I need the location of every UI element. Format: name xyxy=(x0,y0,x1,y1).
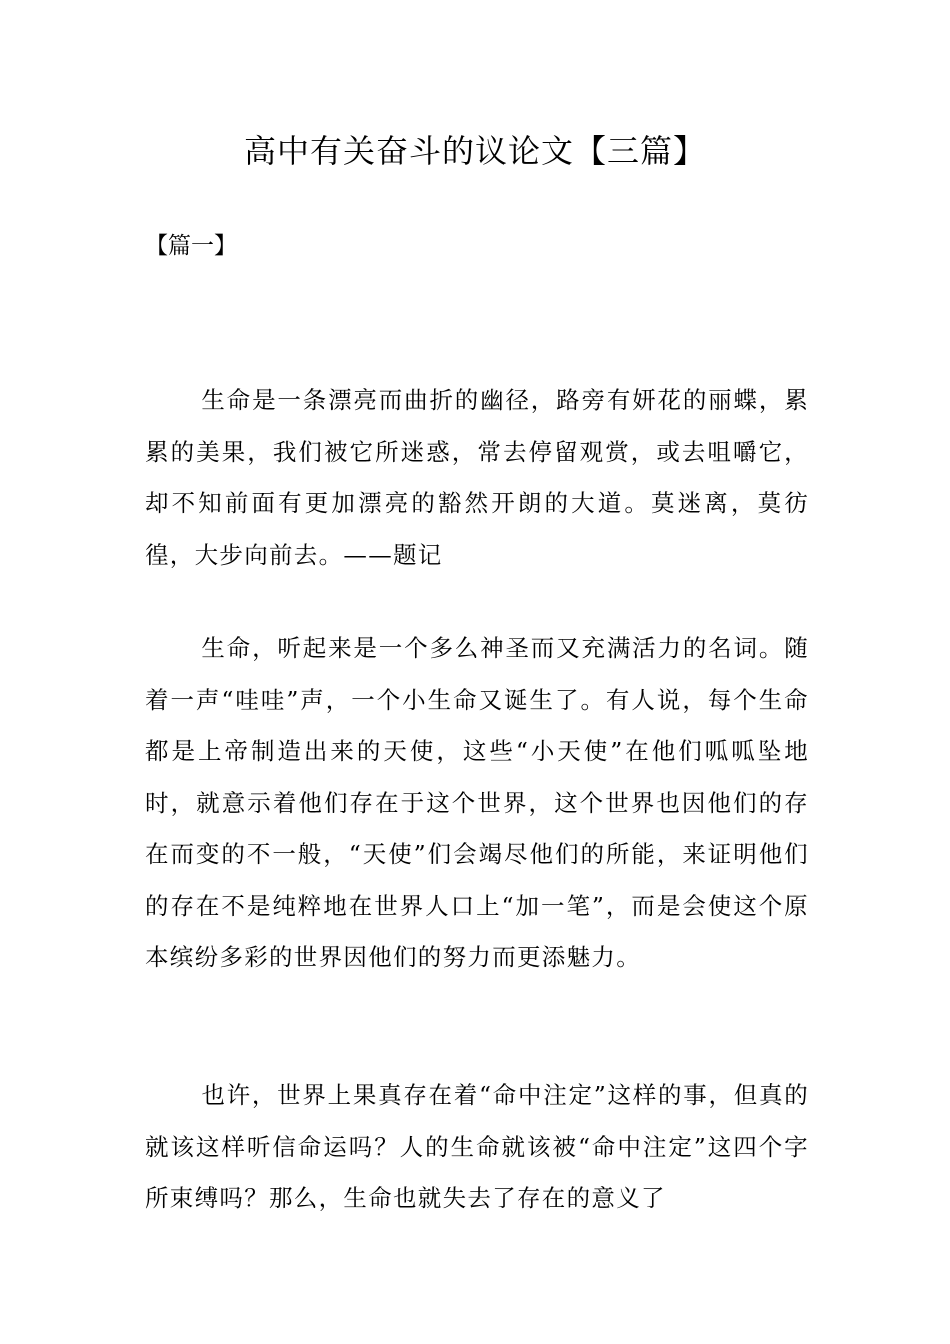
document-title: 高中有关奋斗的议论文【三篇】 xyxy=(243,132,706,170)
paragraph-3: 也许，世界上果真存在着“命中注定”这样的事，但真的就该这样听信命运吗？人的生命就该被“命中注定”这四个字所束缚吗？那么，生命也就失去了存在的意义了 xyxy=(145,1081,809,1212)
section-label: 【篇一】 xyxy=(145,233,237,259)
paragraph-2: 生命，听起来是一个多么神圣而又充满活力的名词。随着一声“哇哇”声，一个小生命又诞生了。有人说，每个生命都是上帝制造出来的天使，这些“小天使”在他们呱呱坠地时，就意示着他们存在于这个世界，这个世界也因他们的存在而变的不一般，“天使”们会竭尽他们的所能，来证明他们的存在不是纯粹地在世界人口上“加一笔”，而是会使这个原本缤纷多彩的世界因他们的努力而更添魅力。 xyxy=(145,634,809,971)
paragraph-epigraph: 生命是一条漂亮而曲折的幽径，路旁有妍花的丽蝶，累累的美果，我们被它所迷惑，常去停留观赏，或去咀嚼它，却不知前面有更加漂亮的豁然开朗的大道。莫迷离，莫彷徨，大步向前去。——题记 xyxy=(145,386,809,569)
